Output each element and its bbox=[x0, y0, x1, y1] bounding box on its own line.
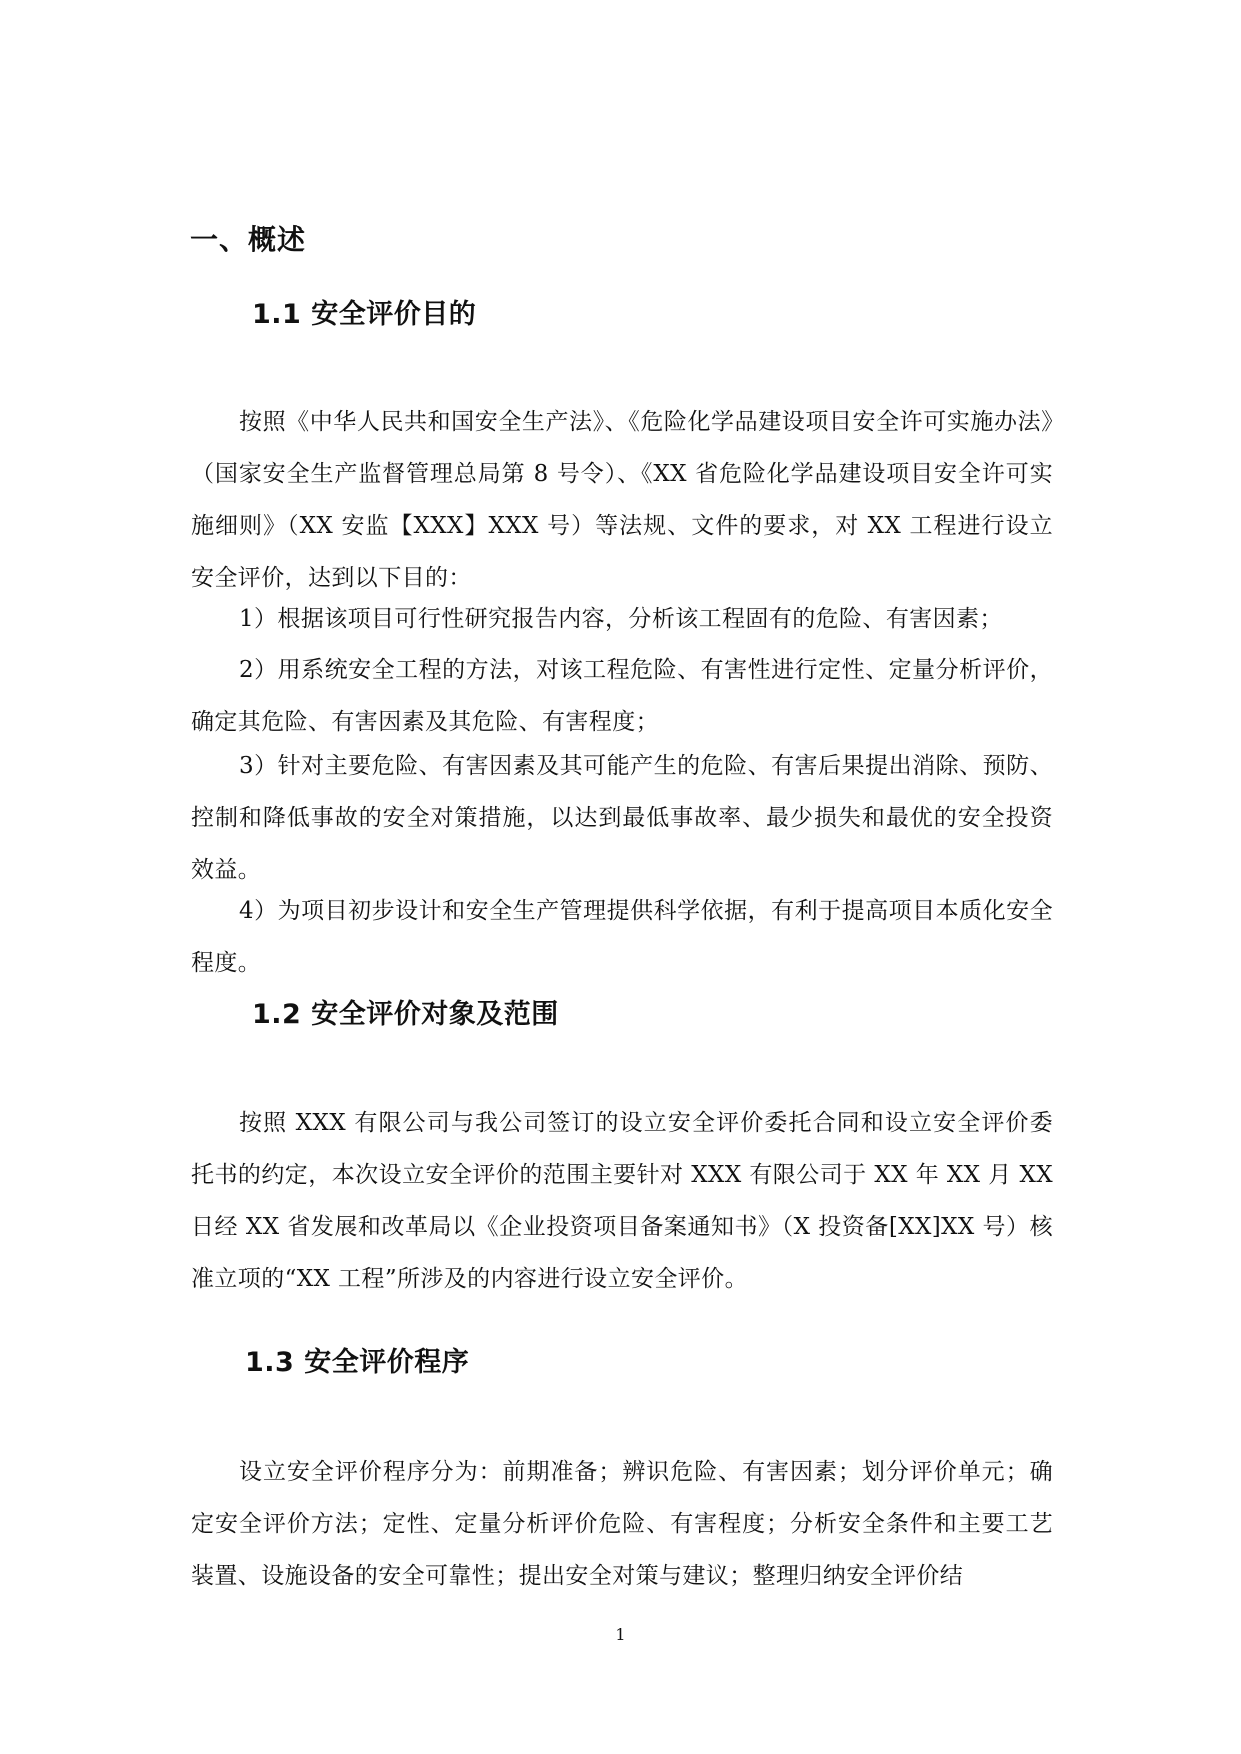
section-title-purpose: 1.1 安全评价目的 bbox=[252, 299, 477, 330]
page-number: 1 bbox=[615, 1625, 626, 1644]
list-item-purpose-4: 4）为项目初步设计和安全生产管理提供科学依据，有利于提高项目本质化安全程度。 bbox=[191, 898, 1053, 976]
list-item-purpose-2: 2）用系统安全工程的方法，对该工程危险、有害性进行定性、定量分析评价，确定其危险、有害因素及其危险、有害程度； bbox=[191, 657, 1053, 735]
section-title-scope: 1.2 安全评价对象及范围 bbox=[252, 999, 559, 1030]
paragraph-scope: 按照 XXX 有限公司与我公司签订的设立安全评价委托合同和设立安全评价委托书的约定，本次设立安全评价的范围主要针对 XXX 有限公司于 XX 年 XX 月 XX 日经 XX 省发展和改革局以《企业投资项目备案通知书》（X 投资备[XX]XX 号）核准立项的“XX 工程”所涉及的内容进行设立安全评价。 bbox=[191, 1110, 1053, 1292]
list-item-purpose-1: 1）根据该项目可行性研究报告内容，分析该工程固有的危险、有害因素； bbox=[239, 606, 1003, 632]
paragraph-purpose-intro: 按照《中华人民共和国安全生产法》、《危险化学品建设项目安全许可实施办法》（国家安全生产监督管理总局第 8 号令）、《XX 省危险化学品建设项目安全许可实施细则》（XX 安监【XXX】XXX 号）等法规、文件的要求，对 XX 工程进行设立安全评价，达到以下目的： bbox=[191, 409, 1053, 591]
paragraph-procedure: 设立安全评价程序分为：前期准备；辨识危险、有害因素；划分评价单元；确定安全评价方法；定性、定量分析评价危险、有害程度；分析安全条件和主要工艺装置、设施设备的安全可靠性；提出安全对策与建议；整理归纳安全评价结 bbox=[191, 1459, 1053, 1589]
chapter-title: 一、概述 bbox=[190, 223, 307, 256]
list-item-purpose-3: 3）针对主要危险、有害因素及其可能产生的危险、有害后果提出消除、预防、控制和降低事故的安全对策措施，以达到最低事故率、最少损失和最优的安全投资效益。 bbox=[191, 753, 1053, 883]
section-title-procedure: 1.3 安全评价程序 bbox=[245, 1347, 470, 1378]
